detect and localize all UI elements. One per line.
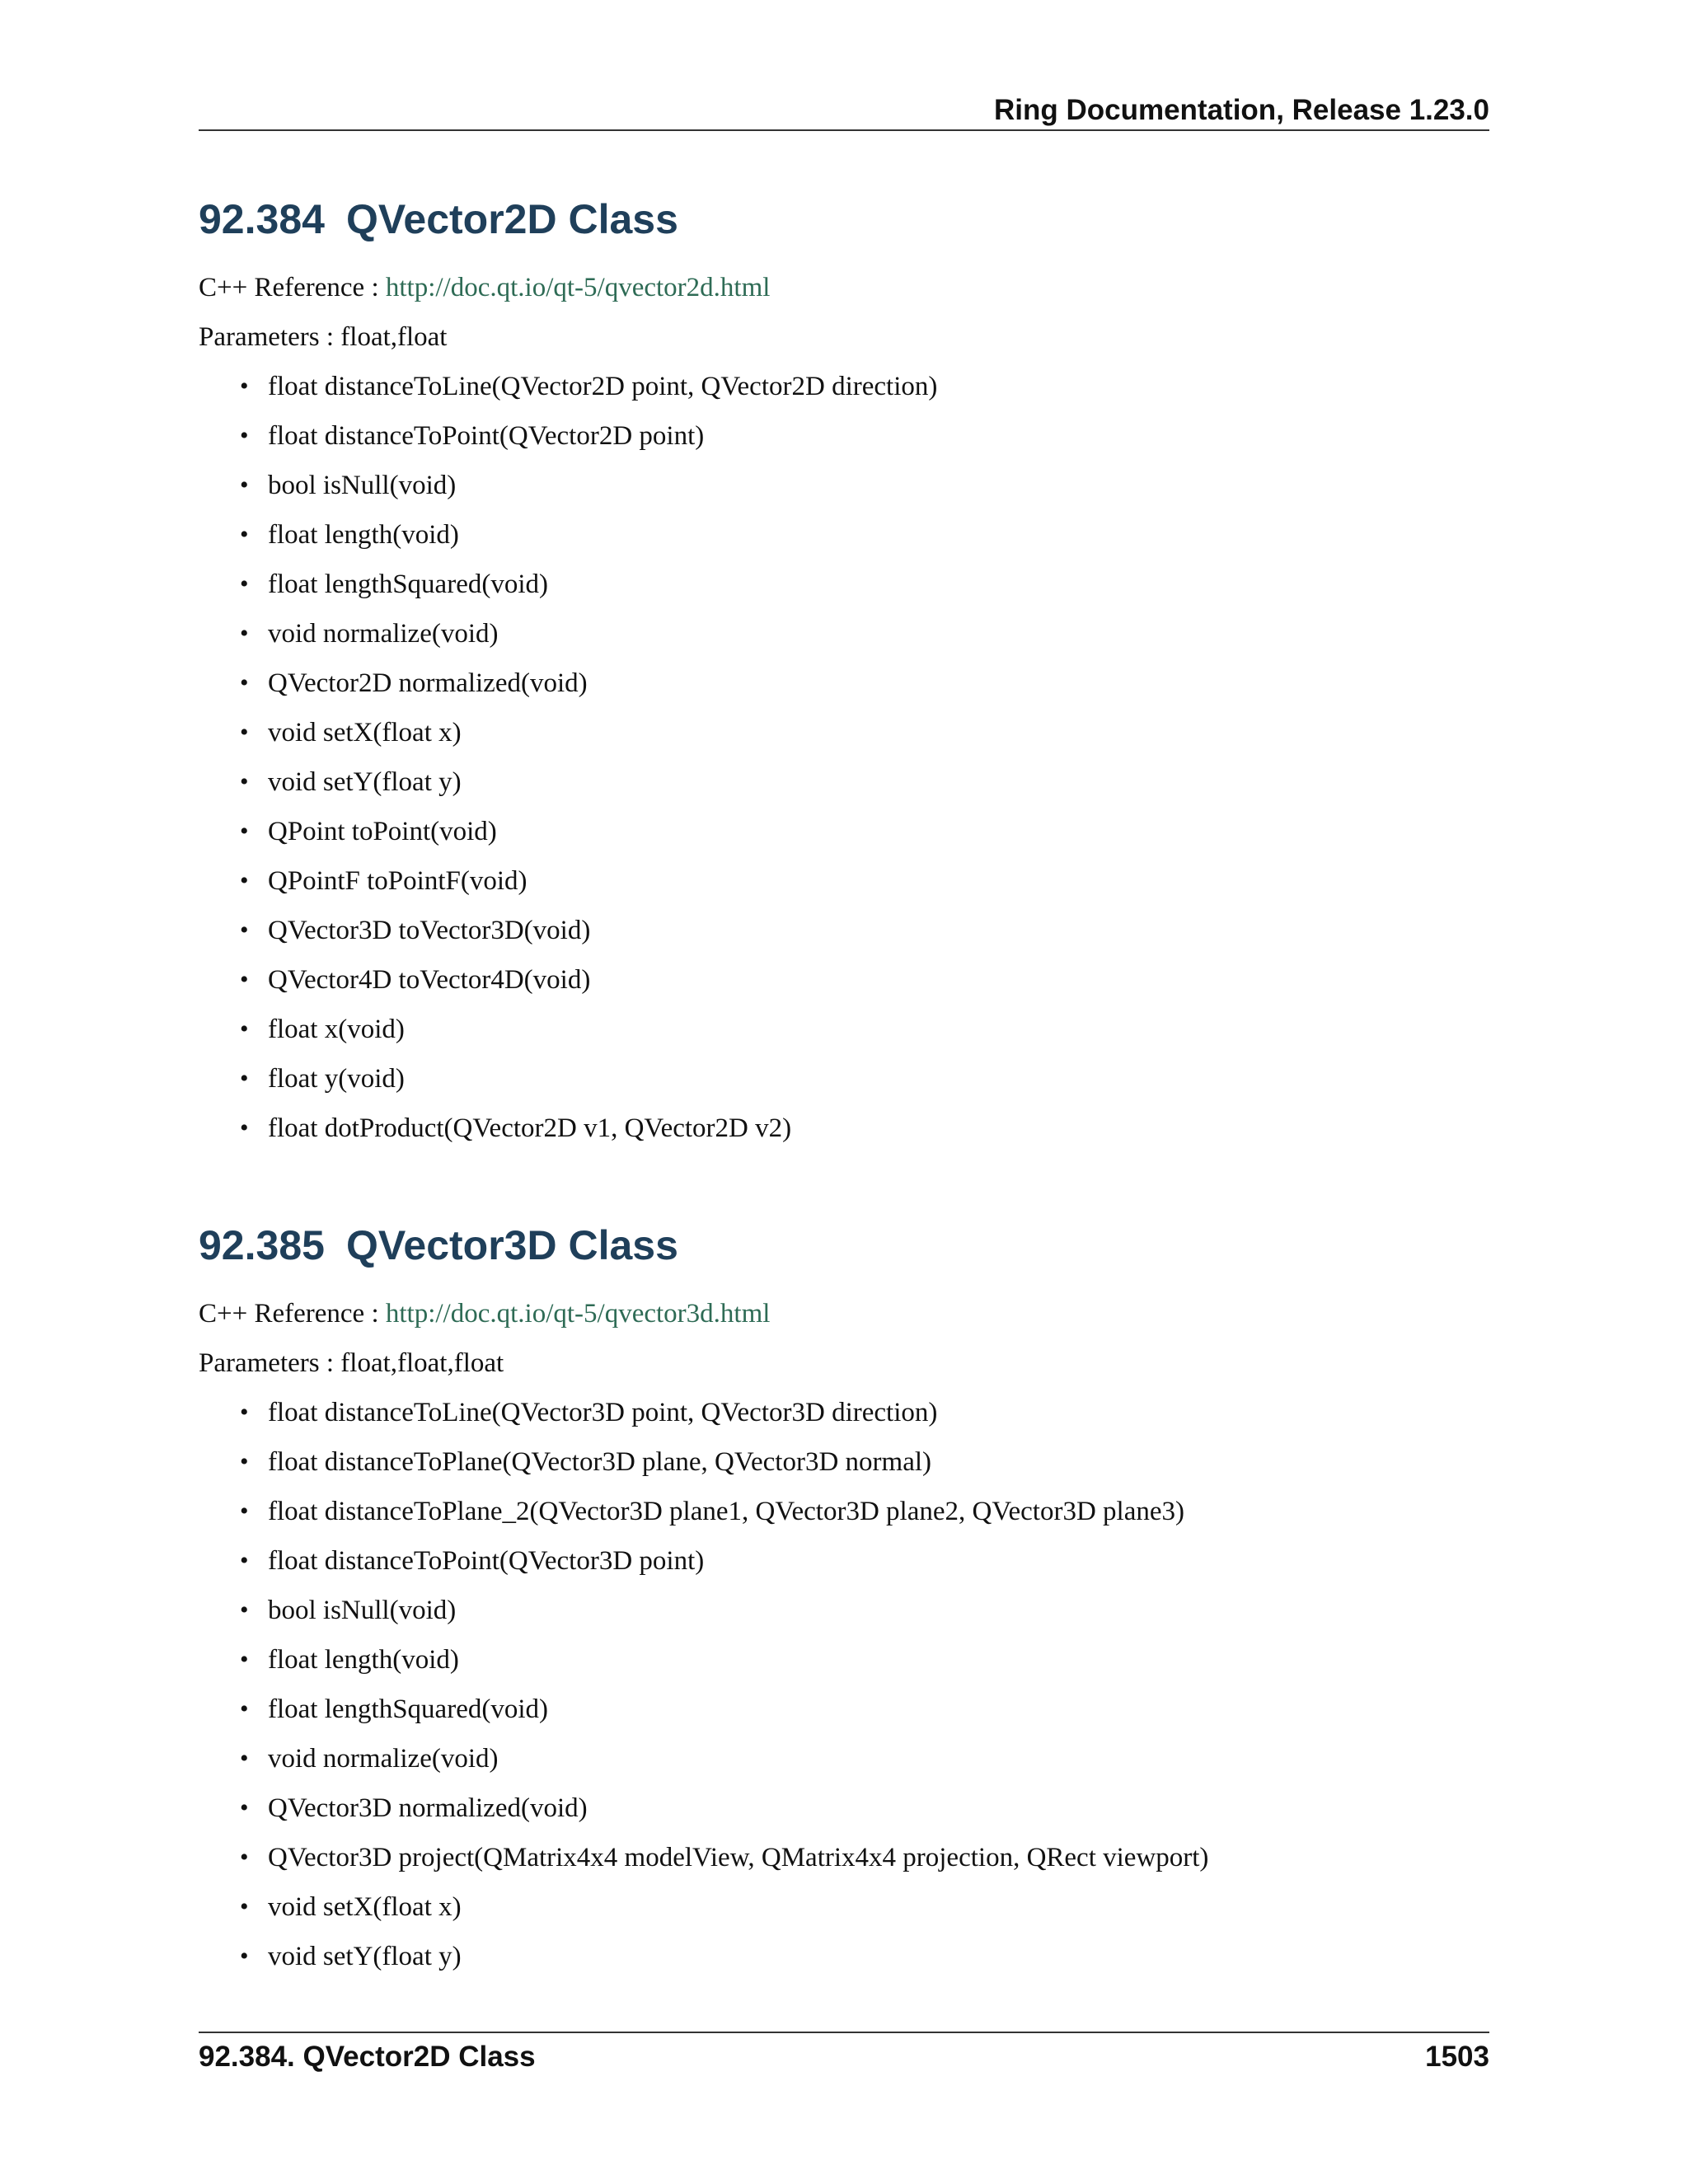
list-item — [199, 1013, 1489, 1062]
list-item — [199, 617, 1489, 667]
section-title — [199, 1216, 1489, 1274]
list-item — [199, 1841, 1489, 1891]
method-signature: void setY(float y) — [268, 1942, 462, 1971]
list-item — [199, 667, 1489, 716]
parameters-value: float,float,float — [340, 1348, 504, 1378]
list-item — [199, 1112, 1489, 1161]
running-header: Ring Documentation, Release 1.23.0 — [993, 94, 1489, 126]
list-item — [199, 1643, 1489, 1693]
parameters-line — [199, 1347, 1489, 1380]
method-signature: float distanceToLine(QVector2D point, QVector2D direction) — [268, 372, 938, 401]
bullet-icon: • — [240, 966, 249, 993]
bullet-icon: • — [240, 373, 249, 400]
section-number: 92.385 — [199, 1222, 325, 1268]
method-list — [199, 370, 1489, 1161]
list-item — [199, 1495, 1489, 1544]
footer-divider — [199, 2032, 1489, 2033]
list-item — [199, 370, 1489, 419]
bullet-icon: • — [240, 916, 249, 944]
list-item — [199, 766, 1489, 815]
bullet-icon: • — [240, 1114, 249, 1141]
method-signature: float distanceToLine(QVector3D point, QVector3D direction) — [268, 1398, 938, 1427]
bullet-icon: • — [240, 1015, 249, 1043]
list-item — [199, 1396, 1489, 1446]
bullet-icon: • — [240, 1943, 249, 1970]
list-item — [199, 1891, 1489, 1940]
bullet-icon: • — [240, 422, 249, 449]
list-item — [199, 469, 1489, 518]
bullet-icon: • — [240, 1448, 249, 1475]
method-signature: float distanceToPlane(QVector3D plane, QVector3D normal) — [268, 1447, 932, 1477]
bullet-icon: • — [240, 1893, 249, 1920]
method-signature: void normalize(void) — [268, 1744, 499, 1774]
method-signature: bool isNull(void) — [268, 1596, 457, 1625]
bullet-icon: • — [240, 1065, 249, 1092]
header-divider — [199, 129, 1489, 131]
bullet-icon: • — [240, 521, 249, 548]
method-signature: void setY(float y) — [268, 767, 462, 797]
list-item — [199, 568, 1489, 617]
method-signature: float length(void) — [268, 520, 459, 550]
bullet-icon: • — [240, 818, 249, 845]
method-signature: float distanceToPlane_2(QVector3D plane1, QVector3D plane2, QVector3D plane3) — [268, 1497, 1184, 1526]
section-qvector3d — [199, 1216, 1489, 1990]
bullet-icon: • — [240, 1745, 249, 1772]
method-signature: float length(void) — [268, 1645, 459, 1675]
method-list — [199, 1396, 1489, 1990]
list-item — [199, 963, 1489, 1013]
method-signature: bool isNull(void) — [268, 471, 457, 500]
cpp-reference-line — [199, 1297, 1489, 1330]
method-signature: QVector3D toVector3D(void) — [268, 916, 591, 945]
method-signature: QVector3D normalized(void) — [268, 1793, 588, 1823]
parameters-label: Parameters : — [199, 1348, 335, 1378]
method-signature: float lengthSquared(void) — [268, 1694, 548, 1724]
method-signature: QVector3D project(QMatrix4x4 modelView, QMatrix4x4 projection, QRect viewport) — [268, 1843, 1209, 1872]
bullet-icon: • — [240, 1844, 249, 1871]
method-signature: QVector4D toVector4D(void) — [268, 965, 591, 995]
bullet-icon: • — [240, 570, 249, 598]
method-signature: float distanceToPoint(QVector2D point) — [268, 421, 705, 451]
bullet-icon: • — [240, 1547, 249, 1574]
bullet-icon: • — [240, 867, 249, 894]
method-signature: void setX(float x) — [268, 718, 462, 748]
list-item — [199, 1940, 1489, 1990]
method-signature: void setX(float x) — [268, 1892, 462, 1922]
bullet-icon: • — [240, 471, 249, 499]
section-heading: QVector2D Class — [345, 196, 678, 242]
cpp-reference-link[interactable]: http://doc.qt.io/qt-5/qvector3d.html — [385, 1299, 771, 1329]
list-item — [199, 1594, 1489, 1643]
section-heading: QVector3D Class — [345, 1222, 678, 1268]
parameters-label: Parameters : — [199, 322, 335, 352]
method-signature: void normalize(void) — [268, 619, 499, 649]
running-footer — [199, 2036, 1489, 2079]
list-item — [199, 865, 1489, 914]
parameters-line — [199, 321, 1489, 354]
footer-section-label: 92.384. QVector2D Class — [199, 2041, 536, 2073]
section-number: 92.384 — [199, 196, 325, 242]
section-qvector2d — [199, 190, 1489, 1161]
list-item — [199, 1742, 1489, 1792]
bullet-icon: • — [240, 620, 249, 647]
list-item — [199, 1544, 1489, 1594]
cpp-reference-label: C++ Reference : — [199, 273, 379, 302]
bullet-icon: • — [240, 719, 249, 746]
list-item — [199, 1792, 1489, 1841]
list-item — [199, 518, 1489, 568]
list-item — [199, 419, 1489, 469]
bullet-icon: • — [240, 669, 249, 696]
list-item — [199, 716, 1489, 766]
method-signature: QVector2D normalized(void) — [268, 668, 588, 698]
method-signature: float distanceToPoint(QVector3D point) — [268, 1546, 705, 1576]
document-page — [199, 0, 1489, 2184]
page-number: 1503 — [1425, 2041, 1489, 2073]
bullet-icon: • — [240, 1695, 249, 1722]
method-signature: float x(void) — [268, 1015, 405, 1044]
bullet-icon: • — [240, 1646, 249, 1673]
list-item — [199, 1693, 1489, 1742]
method-signature: QPoint toPoint(void) — [268, 817, 497, 846]
method-signature: QPointF toPointF(void) — [268, 866, 528, 896]
bullet-icon: • — [240, 768, 249, 795]
bullet-icon: • — [240, 1794, 249, 1821]
section-title — [199, 190, 1489, 248]
cpp-reference-link[interactable]: http://doc.qt.io/qt-5/qvector2d.html — [385, 273, 771, 302]
list-item — [199, 815, 1489, 865]
bullet-icon: • — [240, 1596, 249, 1624]
bullet-icon: • — [240, 1497, 249, 1525]
list-item — [199, 1446, 1489, 1495]
cpp-reference-label: C++ Reference : — [199, 1299, 379, 1329]
method-signature: float lengthSquared(void) — [268, 569, 548, 599]
parameters-value: float,float — [340, 322, 448, 352]
list-item — [199, 1062, 1489, 1112]
list-item — [199, 914, 1489, 963]
method-signature: float dotProduct(QVector2D v1, QVector2D v2) — [268, 1113, 792, 1143]
method-signature: float y(void) — [268, 1064, 405, 1094]
cpp-reference-line — [199, 271, 1489, 304]
bullet-icon: • — [240, 1399, 249, 1426]
